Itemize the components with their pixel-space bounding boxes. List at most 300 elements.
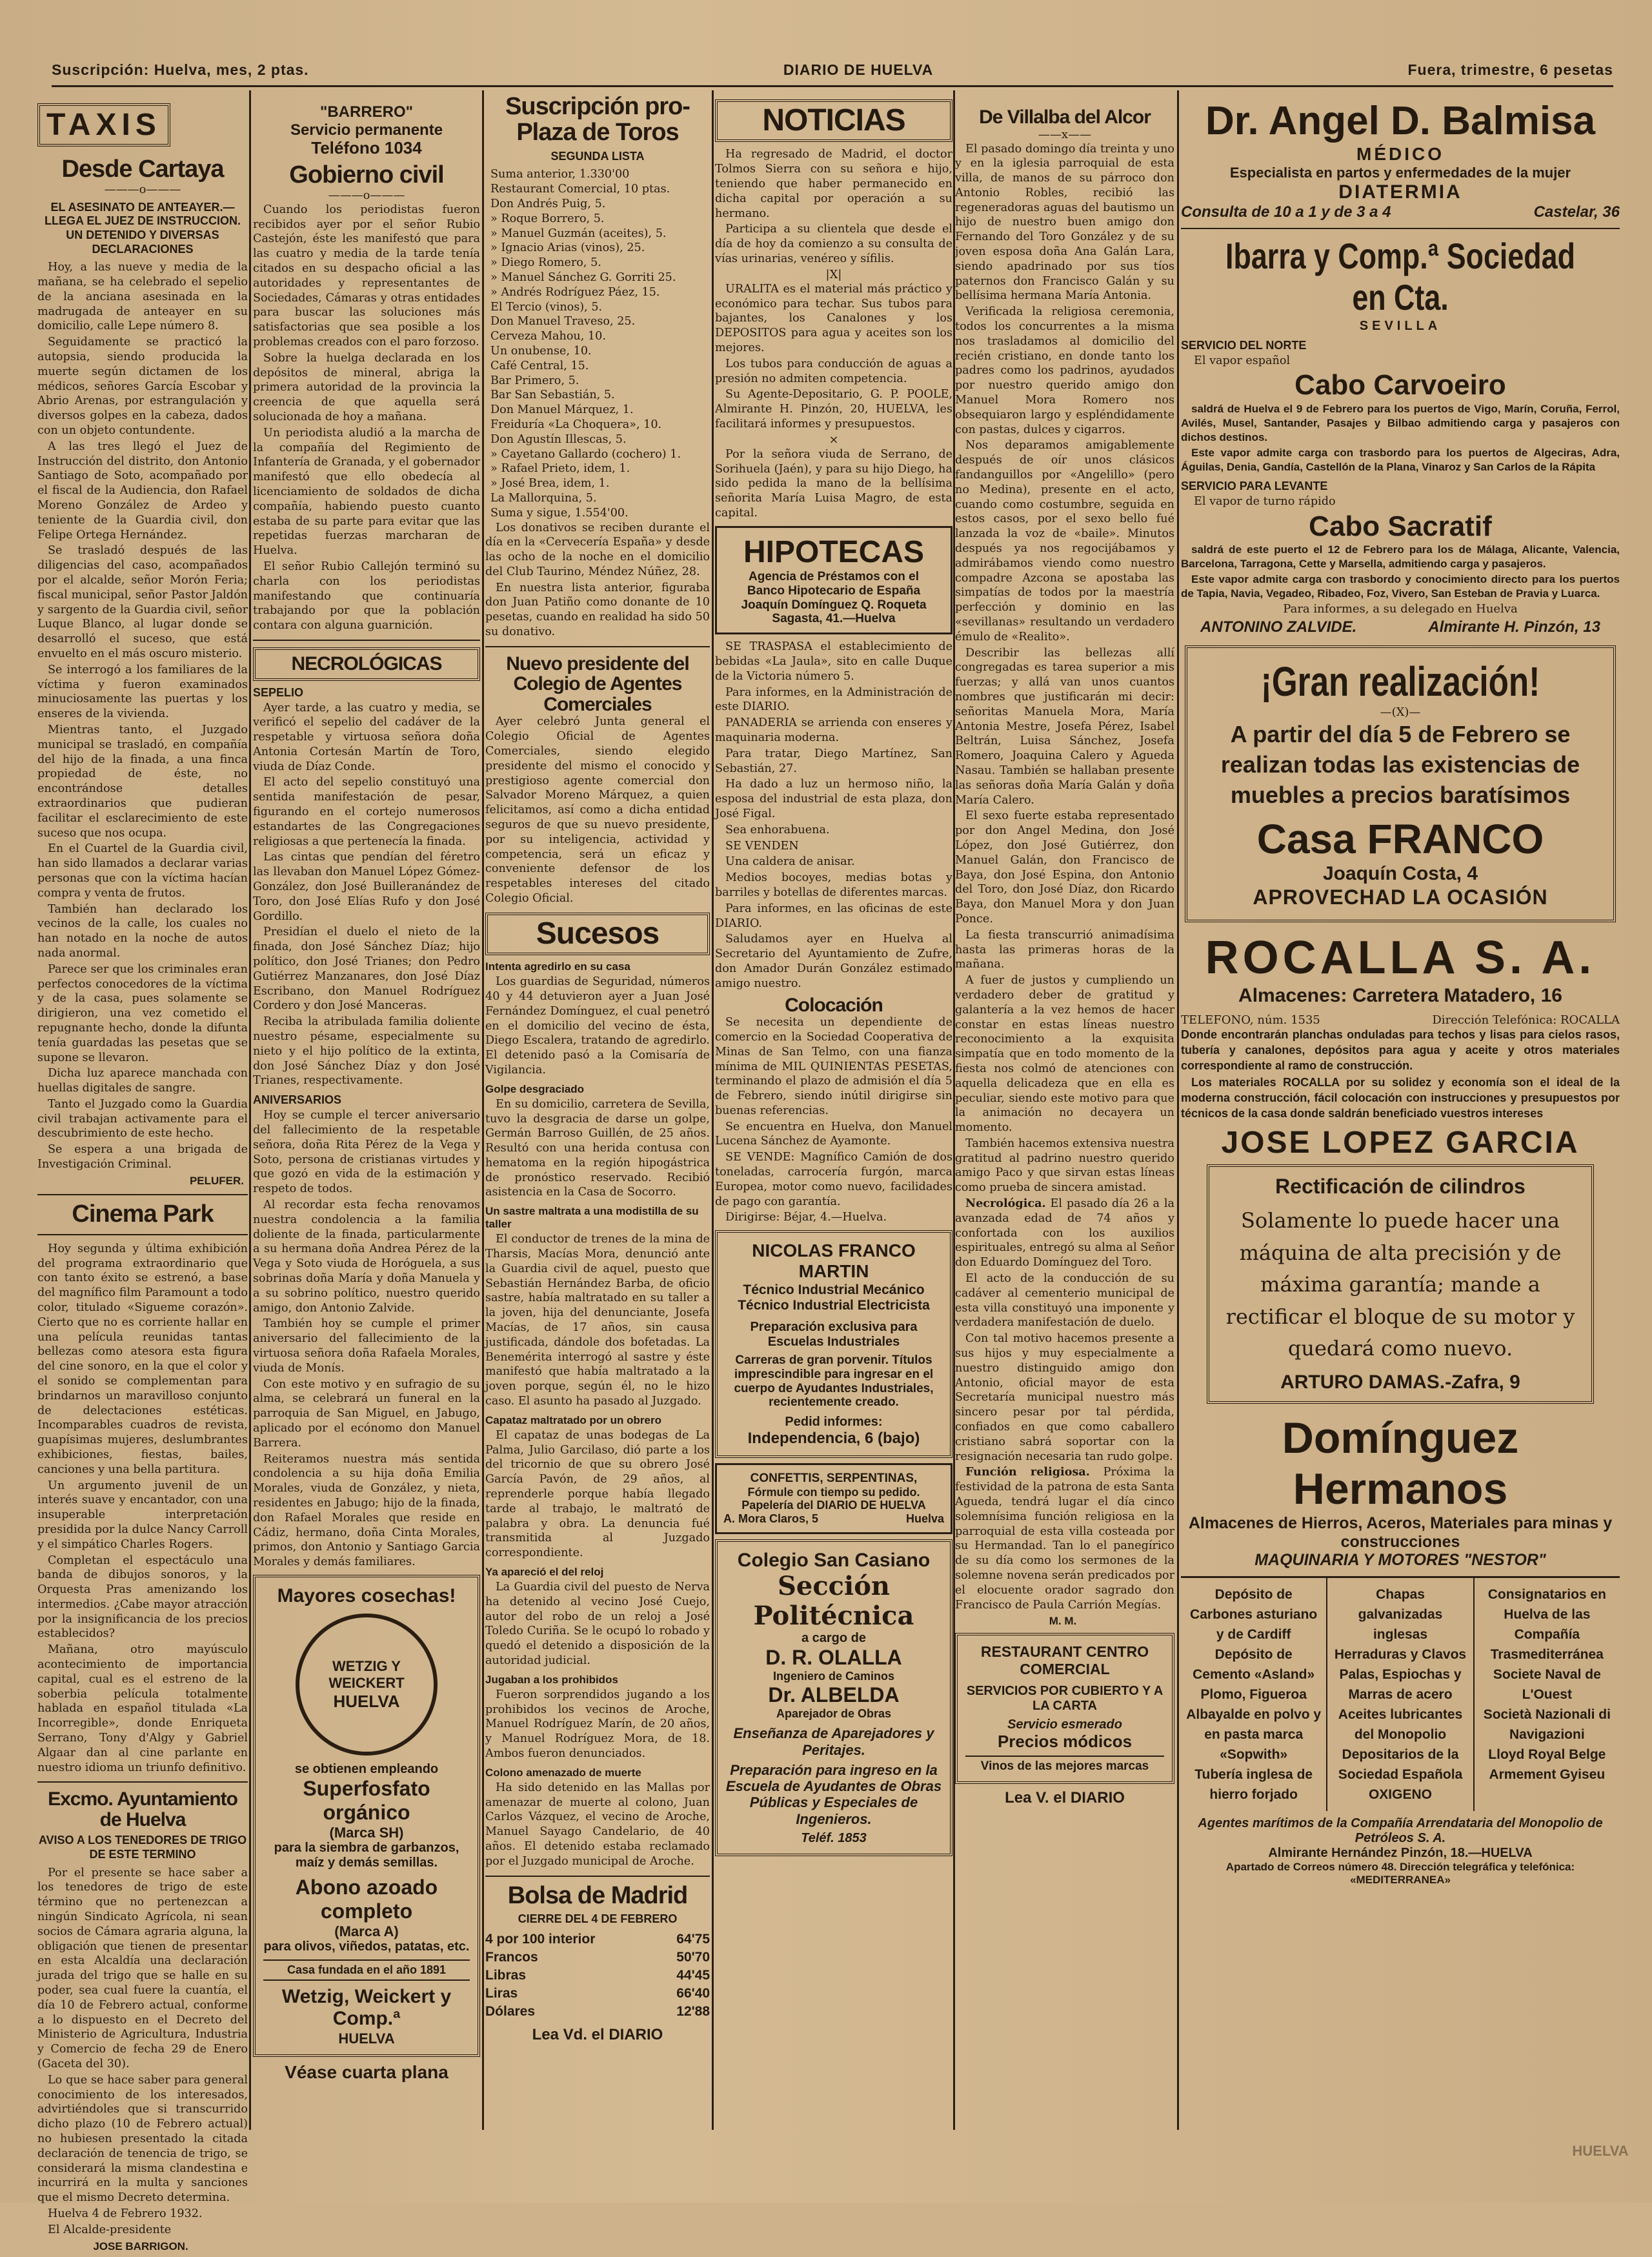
paragraph: Se interrogó a los familiares de la víctima y fueron examinados minuciosamente las puertas y los enseres de la vivienda. — [37, 663, 248, 721]
donor-item: Don Agustín Illescas, 5. — [490, 432, 627, 446]
dominguez-footer-2: Almirante Hernández Pinzón, 18.—HUELVA — [1268, 1846, 1533, 1861]
paragraph: A las tres llegó el Juez de Instrucción del distrito, don Antonio Santiago de Soto, acompañado por el fiscal de la Audiencia, don Rafael Moreno González de Ardeo y teniente de la Guardia civil, don Felipe Ortega Hernández. — [37, 440, 248, 541]
suceso-text: En su domicilio, carretera de Sevilla, tuvo la desgracia de darse un golpe, Germán Barroso Guillén, de 25 años. Resultó con una herida contusa con hematoma en la región hipogástrica de pronóstico reservado. Recibió asistencia en la Casa de Socorro. — [485, 1097, 710, 1199]
nfm-address: Independencia, 6 (bajo) — [747, 1430, 920, 1448]
paragraph: Cuando los periodistas fueron recibidos ayer por el señor Rubio Castejón, éste les manifestó que para las cuatro y media de la tarde tenía citados en su despacho oficial a las autoridades y representantes de Sociedades, Cámaras y otras entidades para buscar las soluciones más satisfactorias que sea posible a los problemas creados con el paro forzoso. — [253, 203, 480, 349]
dominguez-item: Consignatarios en Huelva de las — [1487, 1587, 1606, 1623]
rocalla-desc-2: Los materiales ROCALLA por su solidez y economía son el ideal de la moderna construcción, fácil colocación con instrucciones y presupuestos por técnicos de la casa donde saldrán beneficiado vuestros intereses — [1181, 1076, 1620, 1120]
paragraph: Los donativos se reciben durante el día en la «Cervecería España» y desde las ocho de la noche en el domicilio del Club Taurino, Méndez Núñez, 28. — [485, 521, 710, 578]
donor-item: » Rafael Prieto, idem, 1. — [490, 462, 630, 476]
column-3 — [485, 90, 710, 2044]
paragraph: URALITA es el material más práctico y económico para techar. Sus tubos para bajantes, los Canalones y los DEPOSITOS para agua y aceites son los mejores. — [715, 282, 952, 354]
sc-line: Preparación para ingreso en la Escuela de Ayudantes de Obras Públicas y Especiales de Ingenieros. — [725, 1761, 942, 1827]
ship-cabo-carvoeiro: Cabo Carvoeiro — [1294, 369, 1506, 401]
paragraph: Hoy se cumple el tercer aniversario del fallecimiento de la respetable señora, doña Rita Pérez de la Vega y Soto, persona de cristianas virtudes y que gozó en vida de la estimación y respeto de todos. — [253, 1109, 480, 1196]
cinema-headline: Cinema Park — [72, 1200, 214, 1228]
necrologica-label: Necrológica. — [965, 1197, 1046, 1211]
column-rule — [482, 90, 484, 2130]
nfm-line: Carreras de gran porvenir. Títulos imprescindible para ingresar en el cuerpo de Ayudantes Industriales, recientemente creado. — [734, 1353, 934, 1410]
ad-line: (Marca A) — [334, 1923, 399, 1939]
nfm-name: NICOLAS FRANCO MARTIN — [752, 1240, 916, 1282]
donor-item: Don Manuel Márquez, 1. — [490, 403, 634, 417]
dominguez-item: Albayalde en polvo y en pasta marca «Sopwith» — [1186, 1707, 1322, 1763]
donor-item: Café Central, 15. — [490, 359, 589, 372]
paragraph: Tanto el Juzgado como la Guardia civil trabajan activamente para el descubrimiento de este hecho. — [37, 1097, 248, 1140]
ad-line: (Marca SH) — [329, 1825, 404, 1841]
bolsa-row — [485, 1930, 710, 1948]
read-diario: Lea Vd. el DIARIO — [532, 2026, 663, 2044]
ibarra-route-2: saldrá de este puerto el 12 de Febrero para los de Málaga, Alicante, Valencia, Barcelona, Tarragona, Cette y Marsella, admitiendo carga y pasajeros. — [1181, 543, 1620, 571]
rest-line: Servicio esmerado — [1007, 1717, 1122, 1732]
bolsa-value: 64'75 — [676, 1932, 710, 1947]
conf-line: CONFETTIS, SERPENTINAS, — [750, 1471, 918, 1485]
paragraph: Participa a su clientela que desde el día de hoy da comienzo a su consulta de vías urinarias, venéreo y sífilis. — [715, 223, 952, 265]
presidente-body — [485, 714, 710, 906]
plaza-subhead: SEGUNDA LISTA — [550, 149, 645, 163]
nicolas-franco-ad — [715, 1230, 952, 1458]
ibarra-vapor-2: El vapor de turno rápido — [1194, 495, 1336, 509]
paragraph: Hoy, a las nueve y media de la mañana, se ha celebrado el sepelio de la anciana asesinada en la madrugada de anteayer en su domicilio, calle Lepe número 8. — [37, 261, 248, 333]
ornament: ———o——— — [104, 182, 181, 196]
dominguez-subtitle: Almacenes de Hierros, Aceros, Materiales para minas y construcciones — [1188, 1513, 1613, 1551]
villalba-body — [955, 142, 1174, 1196]
dominguez-grid — [1181, 1576, 1620, 1811]
paragraph: SE VENDEN — [725, 839, 799, 853]
nfm-line: Técnico Industrial Electricista — [738, 1297, 930, 1313]
donor-item: Bar Primero, 5. — [490, 374, 579, 387]
cartaya-subhead: EL ASESINATO DE ANTEAYER.—LLEGA EL JUEZ DE INSTRUCCION. UN DETENIDO Y DIVERSAS DECLARACIONES — [44, 200, 241, 256]
suceso-text: El capataz de unas bodegas de La Palma, Julio Garcilaso, dió parte a los del tricornio de que su obrero José García Pavón, de 29 años, al reprenderle porque había llegado tarde al trabajo, le maltrató de palabra y obra. La denuncia fué transmitida al Juzgado correspondiente. — [485, 1428, 710, 1560]
hipotecas-bank: Banco Hipotecario de España — [747, 583, 921, 598]
necrologica-paragraph — [955, 1197, 1174, 1270]
ad-product-1: Superfosfato orgánico — [303, 1777, 430, 1825]
hipotecas-title: HIPOTECAS — [743, 534, 925, 569]
hipotecas-agent: Joaquín Domínguez Q. Roqueta — [741, 598, 927, 612]
franco-address: Joaquín Costa, 4 — [1322, 863, 1478, 885]
taxis-service — [253, 103, 480, 163]
paragraph: Sea enhorabuena. — [725, 823, 830, 836]
presidente-headline: Nuevo presidente del Colegio de Agentes Comerciales — [506, 653, 689, 715]
bolsa-row — [485, 2003, 710, 2021]
paragraph: El Alcalde-presidente — [48, 2223, 172, 2236]
dominguez-item: Herraduras y Clavos — [1334, 1647, 1467, 1663]
donor-item: Don Andrés Puig, 5. — [490, 197, 606, 210]
aniversarios-body — [253, 1108, 480, 1570]
suceso-text: Ha sido detenido en las Mallas por amenazar de muerte al colono, Juan Carlos Vázquez, el vecino de Aroche, Manuel Sayago Candelario, de 40 años. El detenido estaba reclamado por el Juzgado municipal de Aroche. — [485, 1781, 710, 1868]
divider — [485, 1876, 710, 1877]
paragraph: Huelva 4 de Febrero 1932. — [48, 2207, 203, 2220]
casa-franco-ad — [1185, 645, 1616, 922]
ad-line: para olivos, viñedos, patatas, etc. — [263, 1939, 470, 1954]
sc-section: Sección Politécnica — [753, 1571, 914, 1632]
plaza-headline: Suscripción pro-Plaza de Toros — [505, 93, 690, 146]
villalba-signature: M. M. — [1049, 1615, 1077, 1628]
dominguez-item: Società Nazionali di Navigazioni — [1483, 1707, 1611, 1743]
gobierno-body — [253, 203, 480, 633]
ad-city: HUELVA — [338, 2030, 395, 2047]
paragraph: La fiesta transcurrió animadísima hasta las primeras horas de la mañana. — [955, 928, 1174, 971]
gobierno-headline: Gobierno civil — [289, 161, 444, 188]
paragraph: Su Agente-Depositario, G. P. POOLE, Almirante H. Pinzón, 20, HUELVA, les facilitará informes y presupuestos. — [715, 388, 952, 430]
hipotecas-address: Sagasta, 41.—Huelva — [772, 612, 896, 626]
paragraph: Se trasladó después de las diligencias del caso, acompañados por el alcalde, señor Morón Feria; fiscal municipal, señor Pastor Jaldón y sargento de la Guardia civil, señor Luque Blanco, al lugar donde se desarrolló el suceso, que está envuelto en el más oscuro misterio. — [37, 544, 248, 660]
dominguez-item: Chapas galvanizadas inglesas — [1358, 1587, 1443, 1643]
balmisa-name: Dr. Angel D. Balmisa — [1205, 99, 1596, 143]
dominguez-column-3 — [1475, 1578, 1620, 1811]
paragraph: También hacemos extensiva nuestra gratitud al padrino nuestro querido amigo Paco y que sirvan estas líneas como prueba de sincera amistad. — [955, 1137, 1174, 1195]
paragraph: Al recordar esta fecha renovamos nuestra condolencia a la familia doliente de la finada, particularmente a su hermana doña Andrea Pérez de la Vega y Soto viuda de Horóguela, a sus sobrinas doña María y doña Manuela y a su sobrino político, nuestro querido amigo, don Antonio Zalvide. — [253, 1199, 480, 1315]
ayuntamiento-headline: Excmo. Ayuntamiento de Huelva — [48, 1788, 237, 1830]
read-diario: Lea V. el DIARIO — [1005, 1789, 1125, 1807]
donor-item: Cerveza Mahou, 10. — [490, 330, 606, 343]
dominguez-footer-1: Agentes marítimos de la Compañía Arrendataria del Monopolio de Petróleos S. A. — [1198, 1816, 1603, 1846]
ibarra-agent: ANTONINO ZALVIDE. — [1200, 618, 1357, 636]
column-ads — [1181, 90, 1620, 1886]
cartaya-body — [37, 260, 248, 1172]
colocacion-headline: Colocación — [785, 994, 883, 1016]
franco-slogan: APROVECHAD LA OCASIÓN — [1253, 885, 1548, 909]
classifieds-body — [715, 640, 952, 991]
paragraph: Reciba la atribulada familia doliente nuestro pésame, especialmente su nieto y el hijo político de la extinta, don José Sánchez Díaz y don José Trianes, respectivamente. — [253, 1015, 480, 1088]
column-2 — [253, 90, 480, 2083]
paragraph: Un argumento juvenil de un interés suave y encantador, con una insuperable interpretación presidida por la dulce Nancy Carroll y el simpático Charles Rogers. — [37, 1479, 248, 1551]
ad-founded: Casa fundada en el año 1891 — [263, 1959, 470, 1981]
divider — [1181, 228, 1620, 229]
franco-brand — [1198, 816, 1603, 864]
ayuntamiento-signature: JOSE BARRIGON. — [93, 2240, 188, 2252]
bolsa-item: Dólares — [485, 2004, 536, 2019]
suceso-label: Golpe desgraciado — [485, 1082, 585, 1095]
donor-item: Suma y sigue, 1.554'00. — [490, 506, 629, 520]
seal-text-top: WETZIG Y WEICKERT — [328, 1657, 405, 1691]
paragraph: Ayer tarde, a las cuatro y media, se verificó el sepelio del cadáver de la respetable y virtuosa señora doña Antonia Cortesán Martín de Toro, viuda de Díaz Conde. — [253, 701, 480, 773]
ad-line: para la siembra de garbanzos, maíz y demás semillas. — [274, 1841, 459, 1870]
paragraph: También han declarado los vecinos de la calle, los cuales no han notado en la noche de autos nada anormal. — [37, 902, 248, 960]
rest-line: SERVICIOS POR CUBIERTO Y A LA CARTA — [966, 1684, 1163, 1714]
paragraph: El señor Rubio Callejón terminó su charla con los periodistas manifestando que continuaría trabajando por que la población contara con alguna guarnición. — [253, 560, 480, 633]
dominguez-subtitle-2: MAQUINARIA Y MOTORES "NESTOR" — [1254, 1551, 1546, 1570]
donor-item: Bar San Sebastián, 5. — [490, 389, 615, 402]
subscription-local: Suscripción: Huelva, mes, 2 ptas. — [52, 61, 309, 78]
nfm-line: Preparación exclusiva para Escuelas Industriales — [750, 1319, 918, 1349]
bolsa-item: 4 por 100 interior — [485, 1932, 596, 1947]
conf-line: Papelería del DIARIO DE HUELVA — [741, 1499, 926, 1512]
donor-item: » Roque Borrero, 5. — [490, 212, 605, 225]
paragraph: Verificada la religiosa ceremonia, todos los concurrentes a la misma nos trasladamos al domicilio del recién cristiano, en donde tanto los padres como los padrinos, ayudados por nuestro querido amigo don Manuel Mora Romero nos obsequiaron largo y espléndidamente con pastas, dulces y cigarros. — [955, 305, 1174, 436]
wetzig-seal-logo — [296, 1614, 438, 1756]
paragraph: Nos deparamos amigablemente después de oír unos clásicos fandanguillos por «Angelillo» (pero no Medina), presente en el acto, cuando como costumbre, seguida en estos casos, por el sexo bello fué lanzada la voz de «baile». Minutos después ya nos regocijábamos y admirábamos viendo como nuestro compadre Azcona se apostaba las simpatías de todos por la maestría perfección y dominio en las «sevillanas» resultando un verdadero émulo de «Realito». — [955, 439, 1174, 643]
franco-casa: Casa — [1256, 815, 1356, 862]
ad-company: Wetzig, Weickert y Comp.ª — [281, 1985, 452, 2030]
paragraph: El acto de la conducción de su cadáver al cementerio municipal de esta villa constituyó una imponente y verdadera manifestación de duelo. — [955, 1272, 1174, 1330]
donor-list — [485, 167, 710, 520]
ibarra-levante: SERVICIO PARA LEVANTE — [1181, 480, 1328, 493]
paragraph: A fuer de justos y cumpliendo un verdadero deber de gratitud y galantería a la vez hemos de hacer constar en estas líneas nuestro reconocimiento a la exquisita simpatía que en todo momento de la fiesta nos colmó de atenciones con aquella delicadeza que en ella es peculiar, siendo este motivo para que la animación no decayera un momento. — [955, 974, 1174, 1135]
donor-item: El Tercio (vinos), 5. — [490, 300, 603, 314]
uralita-body — [715, 282, 952, 432]
dominguez-column-1 — [1181, 1578, 1327, 1811]
balmisa-hours: Consulta de 10 a 1 y de 3 a 4 — [1181, 203, 1391, 221]
paragraph: Sobre la huelga declarada en los depósitos de mineral, abriga la primera autoridad de la provincia la creencia de que aquella será solucionada de hoy a mañana. — [253, 351, 480, 424]
suceso-text: El conductor de trenes de la mina de Tharsis, Macías Mora, denunció ante la Guardia civil de aquel, puesto que Sebastián Hernández Barba, de oficio sastre, había maltratado en su taller a la joven, hija del denunciante, Josefa Macías, de 17 años, sin causa justificada, dándole dos bofetadas. La Benemérita interrogó al sastre y éste manifestó que había maltratado a la joven porque, según él, no le hizo caso. El asunto ha pasado al Juzgado. — [485, 1233, 710, 1408]
suceso-label: Jugaban a los prohibidos — [485, 1673, 618, 1686]
donor-item: » Manuel Sánchez G. Gorriti 25. — [490, 270, 676, 284]
paragraph: Reiteramos nuestra más sentida condolencia a su hija doña Emilia Morales, viuda de González, y nieta, residentes en Jabugo; hijo de la finada, don Rafael Morales que reside en Cádiz, hermano, doña Cinta Morales, primos, don Antonio y Santiago Garcia Morales y demás familiares. — [253, 1452, 480, 1569]
ornament: —(X)— — [1380, 705, 1421, 720]
suceso-label: Colono amenazado de muerte — [485, 1766, 641, 1779]
cartaya-headline: Desde Cartaya — [61, 156, 224, 183]
paragraph: Se encuentra en Huelva, don Manuel Lucena Sánchez de Ayamonte. — [715, 1120, 952, 1148]
divider — [253, 640, 480, 641]
paragraph: El pasado domingo día treinta y uno y en la iglesia parroquial de esta villa, de manos de su párroco don Antonio Robles, recibió las regeneradoras aguas del bautismo un hijo de nuestro buen amigo don Fernando del Toro González y de su joven esposa doña Ana Galán Lara, siendo apadrinado por sus tíos paternos don Francisco Galán y su bellísima hermana María Antonia. — [955, 142, 1174, 303]
dominguez-item: Tubería inglesa de hierro forjado — [1194, 1767, 1313, 1803]
donor-item: » Manuel Guzmán (aceites), 5. — [490, 227, 667, 240]
taxis-service-label: Servicio permanente — [290, 121, 443, 139]
paragraph: Saludamos ayer en Huelva al Secretario del Ayuntamiento de Zufre, don Amador Durán González estimado amigo nuestro. — [715, 933, 952, 990]
necrologicas-banner — [253, 647, 480, 681]
taxis-phone: Teléfono 1034 — [311, 138, 422, 158]
paragraph: Presidían el duelo el nieto de la finada, don José Sánchez Díaz; hijo político, don José Trianes; don Pedro Gutiérrez Manzanares, don José Díaz Escribano, don Manuel Rodríguez Cordero y don José Manceras. — [253, 926, 480, 1013]
archive-stamp-logo: HUELVA — [1572, 2143, 1629, 2159]
suceso-label: Ya apareció el del reloj — [485, 1566, 604, 1579]
villalba-necro-body — [955, 1271, 1174, 1464]
dominguez-item: Palas, Espiochas y Marras de acero — [1339, 1667, 1462, 1703]
paragraph: Para tratar, Diego Martínez, San Sebastián, 27. — [715, 747, 952, 775]
sc-title: Colegio San Casiano — [737, 1549, 931, 1571]
paragraph: SE VENDE: Magnífico Camión de dos toneladas, carrocería furgón, marca Europea, motor como nuevo, facilidades de pago con garantía. — [715, 1151, 952, 1208]
bolsa-value: 12'88 — [676, 2004, 710, 2019]
ibarra-norte: SERVICIO DEL NORTE — [1181, 338, 1307, 352]
lopez-title: JOSE LOPEZ GARCIA — [1221, 1126, 1580, 1160]
suceso-text: La Guardia civil del puesto de Nerva ha detenido al vecino José Cuejo, autor del robo de un reloj a José Toledo Curiña. Se le ocupó lo robado y quedó el detenido a disposición de la autoridad judicial. — [485, 1581, 710, 1667]
sc-line: Enseñanza de Aparejadores y Peritajes. — [733, 1725, 934, 1758]
ibarra-agent-row — [1181, 618, 1620, 636]
funcion-paragraph — [955, 1465, 1174, 1612]
dominguez-item: Aceites lubricantes del Monopolio — [1338, 1707, 1463, 1743]
paragraph: Medios bocoyes, medias botas y barriles y botellas de diferentes marcas. — [715, 871, 952, 900]
dominguez-item: Depósito de Cemento «Asland» — [1193, 1647, 1315, 1683]
column-1 — [37, 90, 248, 2257]
column-rule — [249, 90, 251, 2130]
rest-title: RESTAURANT CENTRO COMERCIAL — [980, 1643, 1149, 1677]
paragraph: Se necesita un dependiente de comercio en la Sociedad Cooperativa de Minas de San Telmo, con una fianza mínima de MIL QUINIENTAS PESETAS, terminando el plazo de admisión el día 5 de Febrero, siendo inútil dirigirse sin buenas referencias. — [715, 1016, 952, 1117]
dominguez-item: Depositarios de la Sociedad Española OXIGENO — [1338, 1747, 1463, 1803]
conf-city: Huelva — [905, 1512, 944, 1526]
ibarra-vapor: El vapor español — [1194, 354, 1291, 367]
paragraph: Los tubos para conducción de aguas a presión no admiten competencia. — [715, 357, 952, 385]
balmisa-hours-row — [1181, 203, 1620, 221]
paragraph: Las cintas que pendían del féretro las llevaban don Manuel López Gómez-González, don José Builleranández de Toro, don José Elías Rufo y don José Gordillo. — [253, 851, 480, 923]
paragraph: Una caldera de anisar. — [725, 855, 855, 869]
bolsa-table — [485, 1930, 710, 2021]
rocalla-address: Almacenes: Carretera Matadero, 16 — [1238, 984, 1562, 1006]
bolsa-item: Libras — [485, 1968, 527, 1983]
bolsa-item: Liras — [485, 1986, 518, 2001]
sc-line: Ingeniero de Caminos — [772, 1670, 895, 1683]
paragraph: En el Cuartel de la Guardia civil, han sido llamados a declarar varias personas que con la víctima hacían compra y venta de frutos. — [37, 842, 248, 900]
paragraph: PANADERIA se arrienda con enseres y maquinaria moderna. — [715, 716, 952, 745]
hipotecas-line: Agencia de Préstamos con el — [749, 569, 919, 583]
paragraph: Lo que se hace saber para general conocimiento de los interesados, advirtiéndoles que si transcurrido dicho plazo (10 de Febrero actual) no hubiesen presentado la citada declaración de tenencia de trigo, se considerará la misma clandestina e incurrirá en la multa y sanciones que el mismo Decreto determina. — [37, 2073, 248, 2205]
ayuntamiento-subhead: AVISO A LOS TENEDORES DE TRIGO DE ESTE TERMINO — [38, 1834, 247, 1861]
wetzig-ad — [253, 1575, 480, 2057]
paragraph: Con tal motivo hacemos presente a sus hijos y muy especialmente a nuestro distinguido amigo don Antonio, oficial mayor de esta Secretaría municipal nuestro más sincero pesar por tal pérdida, confiados en que como caballero cristiano sabrá soportar con la resignación necesaria tan rudo golpe. — [955, 1332, 1174, 1463]
paragraph: Con este motivo y en sufragio de su alma, se celebrará un funeral en la parroquia de San Miguel, en Jabugo, aplicado por el ecónomo don Manuel Barrera. — [253, 1377, 480, 1450]
bolsa-item: Francos — [485, 1950, 538, 1965]
dominguez-item: Plomo, Figueroa — [1200, 1687, 1307, 1703]
ornament: × — [829, 432, 839, 447]
divider — [37, 1234, 248, 1235]
san-casiano-ad — [715, 1539, 952, 1856]
rocalla-title: ROCALLA S. A. — [1205, 931, 1596, 984]
taxis-brand: "BARRERO" — [319, 103, 414, 121]
necrologicas-body — [253, 701, 480, 1089]
taxis-title: TAXIS — [37, 103, 170, 147]
dominguez-title: Domínguez Hermanos — [1282, 1413, 1519, 1513]
bolsa-value: 50'70 — [676, 1950, 710, 1965]
colocacion-body — [715, 1015, 952, 1225]
ibarra-route-2b: Este vapor admite carga con trasbordo y conocimiento directo para los puertos de Tapia, Navia, Vegadeo, Ribadeo, Foz, Vivero, San Esteban de Pravia y Luarca. — [1181, 573, 1620, 600]
ibarra-title: Ibarra y Comp.ª Sociedad en Cta. — [1225, 235, 1575, 318]
donor-item: La Mallorquina, 5. — [490, 491, 597, 505]
donor-item: Freiduría «La Choquera», 10. — [490, 418, 662, 431]
bolsa-value: 44'45 — [676, 1968, 710, 1983]
paragraph: Hoy segunda y última exhibición del programa extraordinario que con tanto éxito se estrenó, a base del magnífico film Paramount a todo color, titulado «Sigueme corazón». Cierto que no es corriente hallar en una película reunidas tantas bellezas como atesora esta figura del cine sonoro, en la que el color y el sonido se complementan para brindarnos un maravilloso conjunto de delectaciones estéticas. Incomparables cuadros de revista, guapísimas mujeres, deslumbrantes exhibiciones, fiestas, bailes, canciones y una bella partitura. — [37, 1242, 248, 1476]
divider — [37, 1781, 248, 1783]
sc-line: Aparejador de Obras — [776, 1706, 892, 1720]
donor-item: Don Manuel Traveso, 25. — [490, 315, 636, 329]
ibarra-route-1: saldrá de Huelva el 9 de Febrero para los puertos de Vigo, Marín, Coruña, Ferrol, Avilés, Musel, Santander, Pasajes y Bilbao admitiendo carga y pasajeros con dichos destinos. — [1181, 403, 1620, 444]
bolsa-row — [485, 1967, 710, 1985]
paragraph: Describir las bellezas allí congregadas es tarea superior a mis fuerzas; y allá van unos cuantos nombres que justificarán mi decir: señoritas Manuela Mora, María Antonia Mestre, Josefa Pérez, Isabel Beltrán, Luisa Sánchez, Josefa Romero, Joaquina Calero y Agueda Nasau. También se hallaban presente las señoras doña María Galán y doña María Calero. — [955, 646, 1174, 807]
column-4 — [715, 90, 952, 1861]
donor-item: » Ignacio Arias (vinos), 25. — [490, 241, 645, 255]
donor-item: Un onubense, 10. — [490, 344, 592, 358]
column-5 — [955, 90, 1174, 1807]
ibarra-route-1b: Este vapor admite carga con trasbordo para los puertos de Algeciras, Adra, Águilas, Denia, Gandía, Castellón de la Plana, Vinaroz y San Carlos de la Rápita — [1181, 447, 1620, 474]
suceso-label: Intenta agredirlo en su casa — [485, 960, 630, 973]
column-rule — [712, 90, 714, 2130]
paragraph: Para informes, en la Administración de este DIARIO. — [715, 685, 952, 714]
restaurant-ad — [955, 1633, 1174, 1784]
divider — [37, 1194, 248, 1195]
donor-item: Restaurant Comercial, 10 ptas. — [490, 183, 670, 196]
sepelio-label: SEPELIO — [253, 685, 304, 699]
plaza-body — [485, 521, 710, 640]
balmisa-role: MÉDICO — [1356, 144, 1444, 165]
paragraph: Para informes, en las oficinas de este DIARIO. — [715, 902, 952, 930]
paragraph: Dicha luz aparece manchada con huellas digitales de sangre. — [37, 1067, 248, 1095]
paragraph: En nuestra lista anterior, figuraba don Juan Patiño como donante de 10 pesetas, cuando en realidad ha sido 50 su donativo. — [485, 581, 710, 639]
ibarra-city: SEVILLA — [1359, 318, 1442, 333]
ibarra-info: Para informes, a su delegado en Huelva — [1283, 602, 1518, 616]
necrologica-first: El pasado día 26 a la avanzada edad de 74 años y confortada con los auxilios espirituales, entregó su alma al Señor don Eduardo Domínguez del Toro. — [955, 1197, 1174, 1270]
lopez-ad — [1207, 1164, 1594, 1404]
seal-text-city: HUELVA — [333, 1691, 400, 1711]
franco-name: FRANCO — [1367, 815, 1544, 862]
column-rule — [1177, 90, 1179, 2130]
bolsa-row — [485, 1948, 710, 1967]
dominguez-item: Depósito de Carbones asturiano y de Cardiff — [1190, 1587, 1318, 1643]
paragraph: Parece ser que los criminales eran perfectos conocedores de la víctima y de la casa, pues solamente se dirigieron, una vez cometido el repugnante hecho, donde la difunta tenía guardadas las pesetas que se supone se llevaron. — [37, 962, 248, 1064]
sucesos-banner — [485, 913, 710, 955]
viaje-body — [715, 447, 952, 521]
nfm-line: Técnico Industrial Mecánico — [743, 1282, 925, 1297]
ad-product-2: Abono azoado completo — [295, 1876, 438, 1923]
ship-cabo-sacratif: Cabo Sacratif — [1309, 510, 1492, 542]
suceso-text: Los guardias de Seguridad, números 40 y 44 detuvieron ayer a Juan José Fernández Domínguez, el cual penetró en el domicilio del vecino de ésta, Diego Escalera, tratando de agredirlo. El detenido pasó a la Comisaría de Vigilancia. — [485, 975, 710, 1077]
ad-line: se obtienen empleando — [294, 1762, 439, 1777]
paragraph: Seguidamente se practicó la autopsia, siendo producida la muerte según dictamen de los médicos, señores García Escobar y Abrio Arenas, por estrangulación y diversos golpes en la cabeza, dados con un objeto contundente. — [37, 336, 248, 438]
balmisa-address: Castelar, 36 — [1533, 203, 1620, 221]
conf-address: A. Mora Claros, 5 — [723, 1512, 819, 1526]
dominguez-item: Lloyd Royal Belge — [1488, 1747, 1606, 1763]
dominguez-footer-3: Apartado de Correos número 48. Dirección telegráfica y telefónica: «MEDITERRANEA» — [1225, 1861, 1575, 1886]
paragraph: Mientras tanto, el Juzgado municipal se trasladó, en compañía del hijo de la finada, a una finca propiedad de éste, no encontrándose detalles extraordinarios que pudieran facilitar el esclarecimiento de este suceso que nos ocupa. — [37, 723, 248, 840]
ornament: ——x—— — [1038, 127, 1092, 141]
suceso-text: Fueron sorprendidos jugando a los prohibidos los vecinos de Aroche, Manuel Rodríguez Marín, de 20 años, y Manuel Rodríguez Mora, de 18. Ambos fueron denunciados. — [485, 1688, 710, 1760]
bolsa-row — [485, 1985, 710, 2003]
noticias-banner — [715, 99, 952, 142]
sc-line: a cargo de — [801, 1631, 867, 1646]
lopez-subtitle: Rectificación de cilindros — [1275, 1175, 1526, 1199]
balmisa-specialty: Especialista en partos y enfermedades de la mujer — [1229, 165, 1571, 181]
ornament: ———o——— — [328, 188, 405, 202]
wetzig-ad-title: Mayores cosechas! — [277, 1584, 456, 1606]
donor-item: » José Brea, idem, 1. — [490, 477, 610, 491]
noticias-headline: NOTICIAS — [762, 103, 905, 137]
dominguez-item: Societe Naval de L'Ouest — [1493, 1667, 1601, 1703]
bolsa-headline: Bolsa de Madrid — [507, 1881, 688, 1909]
villalba-headline: De Villalba del Alcor — [979, 106, 1151, 128]
paragraph: Por el presente se hace saber a los tenedores de trigo de este término que no pertenezcan a ningún Sindicato Agrícola, ni sean socios de Cámara agraria alguna, la obligación que tienen de presentar en esta Alcaldía una declaración jurada del trigo que se halle en su poder, sea cual fuere la cuantía, el día 10 de Febrero actual, conforme a lo dispuesto en el Decreto del Ministerio de Agricultura, Industria y Comercio de fecha 29 de Enero (Gaceta del 30). — [37, 1866, 248, 2070]
funcion-text: Próxima la festividad de la patrona de esta Santa Agueda, tendrá lugar el día cinco solemnísima función religiosa en la parroquial de esta villa costeada por su Hermandad. Tan lo el panegírico de su día como los sermones de la solemne novena serán predicados por el elocuente orador sagrado don Francisco de Paula Carrión Megías. — [955, 1466, 1174, 1612]
rocalla-desc: Donde encontrarán planchas onduladas para techos y lisas para cielos rasos, tubería y canalones, depósitos para agua y aceite y otros materiales correspondiente al ramo de construcción. — [1181, 1028, 1620, 1072]
funcion-label: Función religiosa. — [965, 1465, 1090, 1479]
sc-doctor: Dr. ALBELDA — [768, 1683, 900, 1706]
rocalla-phone: TELEFONO, núm. 1535 — [1181, 1013, 1320, 1027]
paragraph: Ha dado a luz un hermoso niño, la esposa del industrial de esta plaza, don José Figal. — [715, 778, 952, 821]
franco-title: ¡Gran realización! — [1260, 658, 1540, 705]
masthead — [52, 57, 1613, 83]
rest-prices: Precios módicos — [997, 1732, 1133, 1752]
confettis-ad — [715, 1463, 952, 1534]
donor-item: » Diego Romero, 5. — [490, 256, 601, 270]
rest-line: Vinos de las mejores marcas — [965, 1756, 1164, 1774]
divider — [485, 646, 710, 647]
lopez-address: ARTURO DAMAS.-Zafra, 9 — [1280, 1371, 1520, 1393]
paragraph: Completan el espectáculo una banda de dibujos sonoros, y la Orquesta Pras amenizando los intermedios. ¿Cabe mayor atracción por la insignificancia de los precios establecidos? — [37, 1554, 248, 1641]
franco-offer: A partir del día 5 de Febrero se realizan todas las existencias de muebles a precios baratísimos — [1220, 721, 1580, 809]
paragraph: Se espera a una brigada de Investigación Criminal. — [37, 1143, 248, 1171]
cinema-body — [37, 1242, 248, 1776]
sucesos-body — [485, 960, 710, 1868]
paragraph: Ha regresado de Madrid, el doctor Tolmos Sierra con su señora e hijo, teniendo que haber permanecido en dicha capital por operación a su hermano. — [715, 148, 952, 220]
donor-item: » Cayetano Gallardo (cochero) 1. — [490, 447, 681, 461]
ayuntamiento-body — [37, 1866, 248, 2238]
dominguez-column-2 — [1327, 1578, 1474, 1811]
paragraph: El acto del sepelio constituyó una sentida manifestación de pesar, figurando en el cortejo numerosos estandartes de las Congregaciones religiosas a que pertenecía la finada. — [253, 776, 480, 848]
dominguez-item: Armement Gyiseu — [1489, 1767, 1606, 1783]
bolsa-subhead: CIERRE DEL 4 DE FEBRERO — [518, 1912, 678, 1926]
paragraph: Ayer celebró Junta general el Colegio Oficial de Agentes Comerciales, siendo elegido presidente del mismo el conocido y prestigioso agente comercial don Salvador Moreno Márquez, a quien felicitamos, así como a dicha entidad seguros de que su nuevo presidente, por su inteligencia, actividad y competencia, será un eficaz y conveniente defensor de los respetables intereses del citado Colegio Oficial. — [485, 715, 710, 905]
donor-item: Suma anterior, 1.330'00 — [490, 168, 630, 181]
conf-address-row — [723, 1512, 944, 1526]
sc-engineer: D. R. OLALLA — [765, 1646, 902, 1670]
see-fourth-page: Véase cuarta plana — [285, 2062, 448, 2083]
rocalla-telegraph: Dirección Telefónica: ROCALLA — [1432, 1013, 1620, 1027]
rocalla-phone-row — [1181, 1013, 1620, 1027]
